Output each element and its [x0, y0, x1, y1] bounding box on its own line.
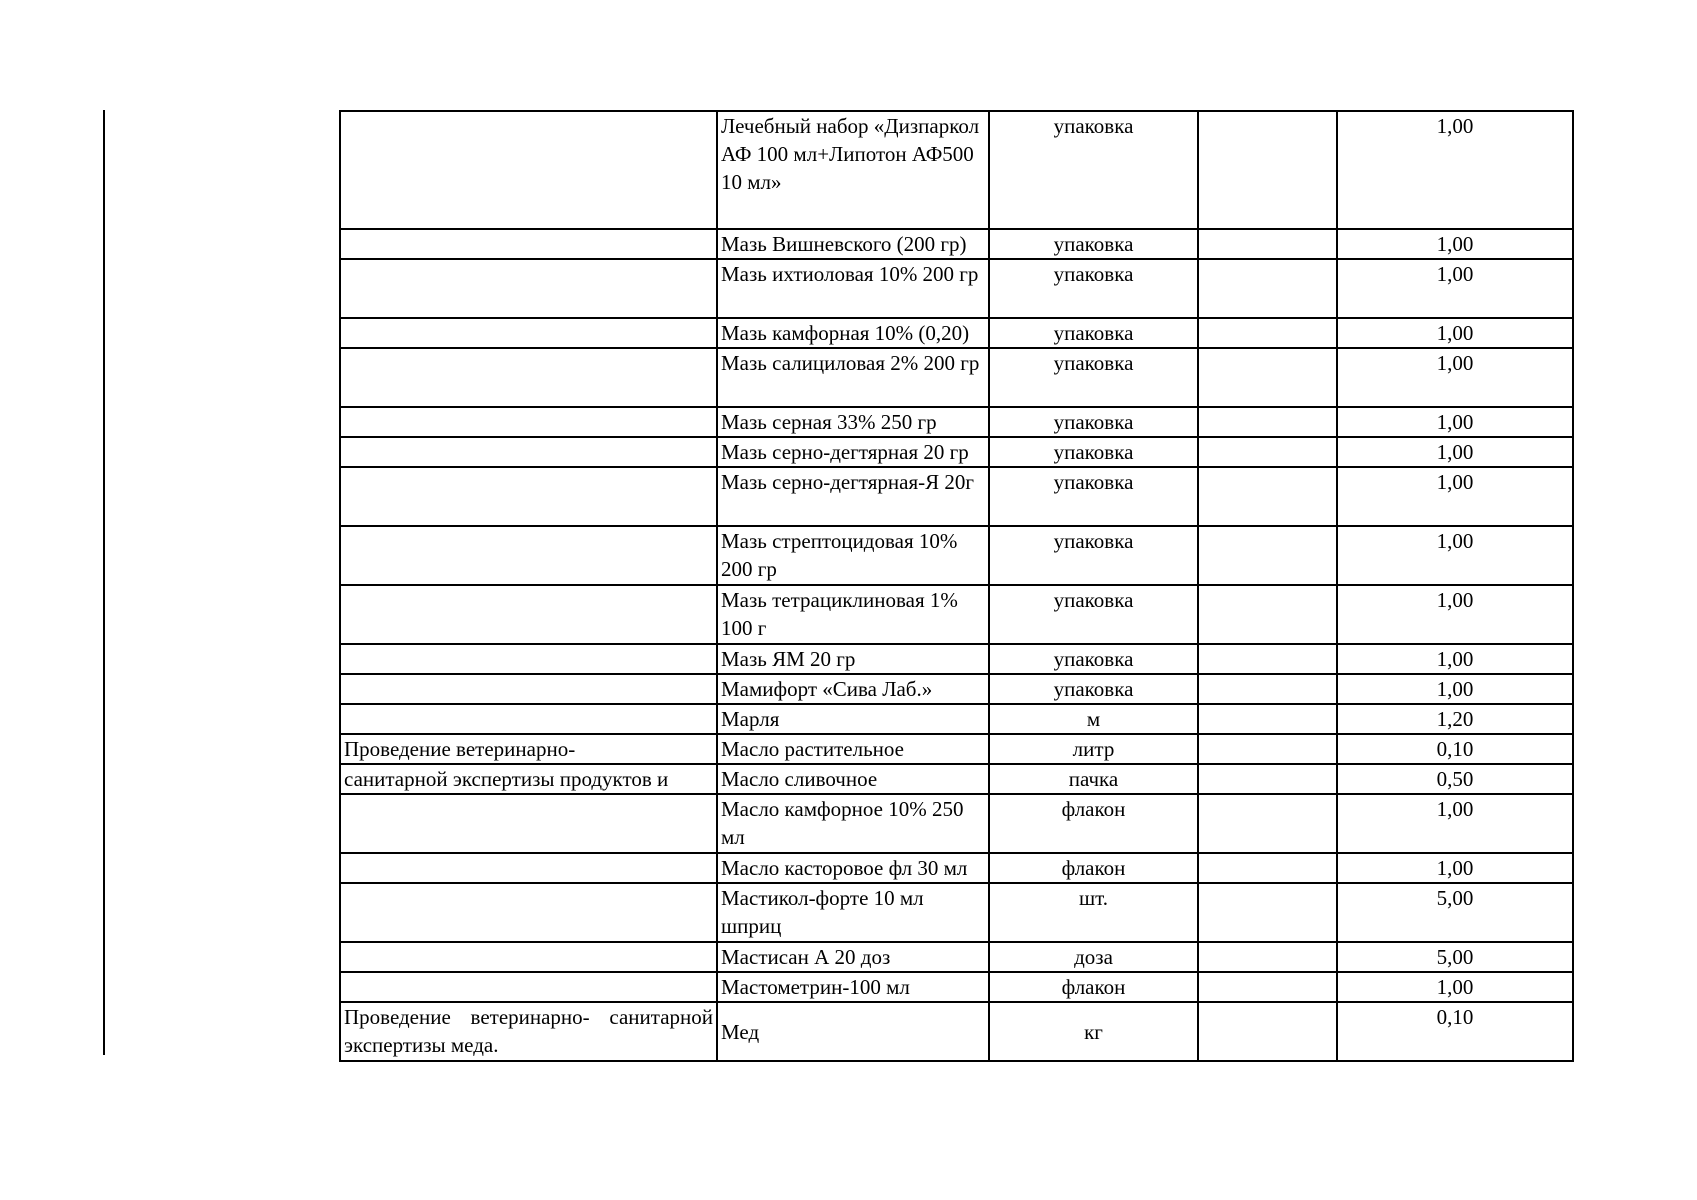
service-cell	[340, 526, 717, 585]
blank-cell	[1198, 229, 1337, 259]
blank-cell	[1198, 348, 1337, 407]
quantity-cell: 0,50	[1337, 764, 1573, 794]
quantity-cell: 1,00	[1337, 318, 1573, 348]
quantity-cell: 1,00	[1337, 674, 1573, 704]
blank-cell	[1198, 1002, 1337, 1061]
unit-cell: упаковка	[989, 318, 1198, 348]
table-row	[340, 644, 1573, 674]
item-cell: Мазь Вишневского (200 гр)	[717, 229, 989, 259]
table-row	[340, 318, 1573, 348]
quantity-cell: 1,00	[1337, 259, 1573, 318]
quantity-cell: 1,00	[1337, 526, 1573, 585]
unit-cell: упаковка	[989, 437, 1198, 467]
table-row	[340, 734, 1573, 764]
quantity-cell: 1,00	[1337, 794, 1573, 853]
quantity-cell: 5,00	[1337, 883, 1573, 942]
unit-cell: упаковка	[989, 674, 1198, 704]
blank-cell	[1198, 111, 1337, 229]
item-cell: Мазь камфорная 10% (0,20)	[717, 318, 989, 348]
table-row	[340, 111, 1573, 229]
item-cell: Мамифорт «Сива Лаб.»	[717, 674, 989, 704]
blank-cell	[1198, 794, 1337, 853]
table-row	[340, 1002, 1573, 1061]
page-margin-line	[103, 110, 105, 1055]
service-cell	[340, 437, 717, 467]
unit-cell: упаковка	[989, 111, 1198, 229]
blank-cell	[1198, 972, 1337, 1002]
unit-cell: упаковка	[989, 259, 1198, 318]
unit-cell: флакон	[989, 853, 1198, 883]
service-cell	[340, 111, 717, 229]
table-row	[340, 437, 1573, 467]
unit-cell: кг	[989, 1002, 1198, 1061]
item-cell: Мастикол-форте 10 мл шприц	[717, 883, 989, 942]
unit-cell: м	[989, 704, 1198, 734]
blank-cell	[1198, 585, 1337, 644]
materials-table	[339, 110, 1574, 1062]
table-row	[340, 467, 1573, 526]
table-row	[340, 229, 1573, 259]
service-cell	[340, 229, 717, 259]
table-row	[340, 883, 1573, 942]
table-row	[340, 674, 1573, 704]
quantity-cell: 1,00	[1337, 853, 1573, 883]
service-cell: Проведение ветеринарно- санитарной экспертизы меда.	[340, 1002, 717, 1061]
unit-cell: упаковка	[989, 407, 1198, 437]
unit-cell: доза	[989, 942, 1198, 972]
unit-cell: упаковка	[989, 467, 1198, 526]
table-row	[340, 348, 1573, 407]
blank-cell	[1198, 853, 1337, 883]
quantity-cell: 1,00	[1337, 437, 1573, 467]
unit-cell: упаковка	[989, 644, 1198, 674]
quantity-cell: 1,00	[1337, 585, 1573, 644]
service-cell	[340, 348, 717, 407]
table-row	[340, 704, 1573, 734]
service-cell	[340, 883, 717, 942]
item-cell: Мазь серно-дегтярная-Я 20г	[717, 467, 989, 526]
service-cell	[340, 585, 717, 644]
unit-cell: упаковка	[989, 348, 1198, 407]
service-cell	[340, 467, 717, 526]
service-cell	[340, 704, 717, 734]
unit-cell: литр	[989, 734, 1198, 764]
unit-cell: шт.	[989, 883, 1198, 942]
service-cell	[340, 674, 717, 704]
service-cell	[340, 644, 717, 674]
service-cell	[340, 407, 717, 437]
quantity-cell: 1,00	[1337, 407, 1573, 437]
table-row	[340, 764, 1573, 794]
service-cell	[340, 794, 717, 853]
service-cell	[340, 972, 717, 1002]
quantity-cell: 1,00	[1337, 348, 1573, 407]
blank-cell	[1198, 674, 1337, 704]
item-cell: Марля	[717, 704, 989, 734]
table-row	[340, 972, 1573, 1002]
service-cell: Проведение ветеринарно-	[340, 734, 717, 764]
blank-cell	[1198, 764, 1337, 794]
service-cell	[340, 318, 717, 348]
item-cell: Мазь серная 33% 250 гр	[717, 407, 989, 437]
quantity-cell: 1,00	[1337, 644, 1573, 674]
blank-cell	[1198, 734, 1337, 764]
quantity-cell: 1,00	[1337, 972, 1573, 1002]
service-cell	[340, 942, 717, 972]
table-row	[340, 259, 1573, 318]
item-cell: Мазь ЯМ 20 гр	[717, 644, 989, 674]
item-cell: Мед	[717, 1002, 989, 1061]
service-cell: санитарной экспертизы продуктов и	[340, 764, 717, 794]
item-cell: Лечебный набор «Дизпаркол АФ 100 мл+Липотон АФ500 10 мл»	[717, 111, 989, 229]
item-cell: Масло растительное	[717, 734, 989, 764]
service-cell	[340, 853, 717, 883]
item-cell: Мазь серно-дегтярная 20 гр	[717, 437, 989, 467]
quantity-cell: 0,10	[1337, 1002, 1573, 1061]
blank-cell	[1198, 318, 1337, 348]
item-cell: Мазь стрептоцидовая 10% 200 гр	[717, 526, 989, 585]
item-cell: Масло касторовое фл 30 мл	[717, 853, 989, 883]
unit-cell: упаковка	[989, 585, 1198, 644]
unit-cell: пачка	[989, 764, 1198, 794]
service-cell	[340, 259, 717, 318]
item-cell: Мастисан А 20 доз	[717, 942, 989, 972]
quantity-cell: 1,00	[1337, 111, 1573, 229]
item-cell: Мастометрин-100 мл	[717, 972, 989, 1002]
blank-cell	[1198, 407, 1337, 437]
item-cell: Мазь тетрациклиновая 1% 100 г	[717, 585, 989, 644]
table-row	[340, 942, 1573, 972]
blank-cell	[1198, 259, 1337, 318]
item-cell: Мазь ихтиоловая 10% 200 гр	[717, 259, 989, 318]
quantity-cell: 1,00	[1337, 229, 1573, 259]
table-row	[340, 794, 1573, 853]
table-row	[340, 407, 1573, 437]
blank-cell	[1198, 437, 1337, 467]
table-row	[340, 585, 1573, 644]
item-cell: Мазь салициловая 2% 200 гр	[717, 348, 989, 407]
unit-cell: флакон	[989, 794, 1198, 853]
table-row	[340, 853, 1573, 883]
blank-cell	[1198, 467, 1337, 526]
blank-cell	[1198, 883, 1337, 942]
unit-cell: упаковка	[989, 526, 1198, 585]
item-cell: Масло камфорное 10% 250 мл	[717, 794, 989, 853]
blank-cell	[1198, 644, 1337, 674]
blank-cell	[1198, 942, 1337, 972]
quantity-cell: 1,00	[1337, 467, 1573, 526]
unit-cell: флакон	[989, 972, 1198, 1002]
unit-cell: упаковка	[989, 229, 1198, 259]
blank-cell	[1198, 704, 1337, 734]
quantity-cell: 5,00	[1337, 942, 1573, 972]
item-cell: Масло сливочное	[717, 764, 989, 794]
quantity-cell: 1,20	[1337, 704, 1573, 734]
table-row	[340, 526, 1573, 585]
blank-cell	[1198, 526, 1337, 585]
quantity-cell: 0,10	[1337, 734, 1573, 764]
